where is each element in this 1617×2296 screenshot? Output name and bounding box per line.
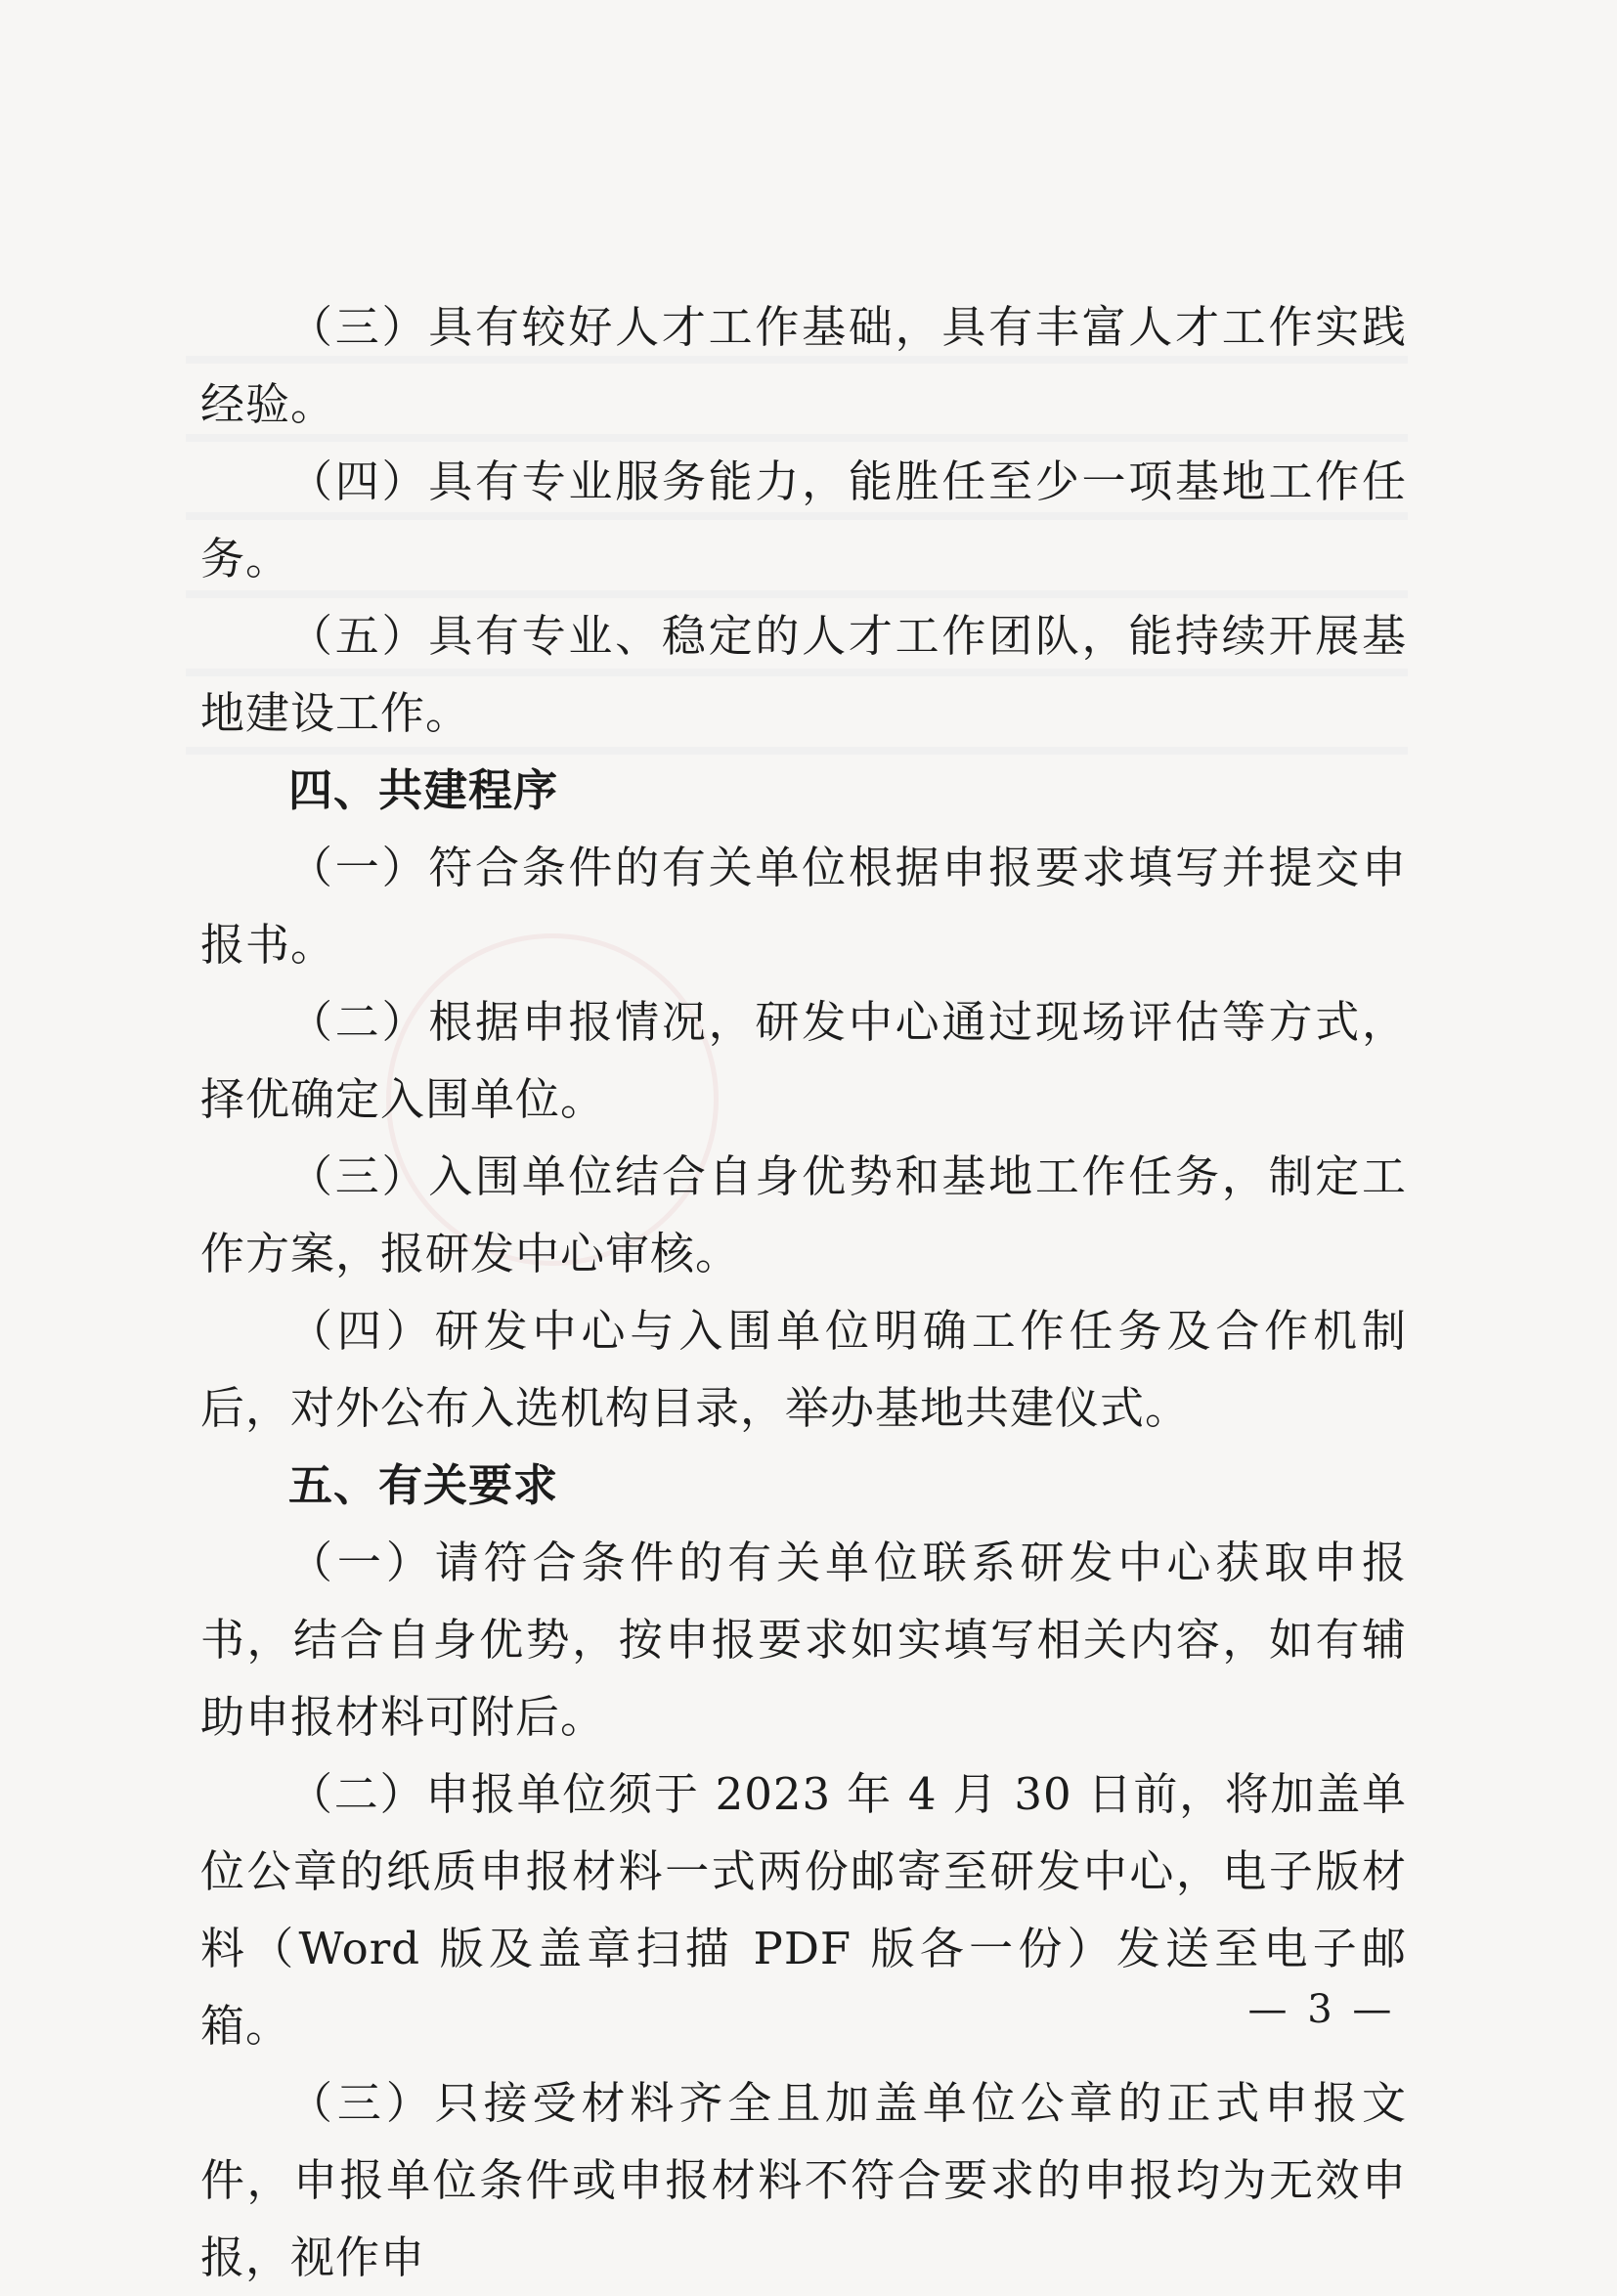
- procedure-item-2: （二）根据申报情况，研发中心通过现场评估等方式，择优确定入围单位。: [200, 996, 1407, 1125]
- paragraph-requirement-5: （五）具有专业、稳定的人才工作团队，能持续开展基地建设工作。: [200, 610, 1407, 739]
- requirements-item-3: （三）只接受材料齐全且加盖单位公章的正式申报文件，申报单位条件或申报材料不符合要求的申报均为无效申报，视作申: [200, 2077, 1407, 2283]
- paragraph-requirement-4: （四）具有专业服务能力，能胜任至少一项基地工作任务。: [200, 455, 1407, 585]
- procedure-item-3: （三）入围单位结合自身优势和基地工作任务，制定工作方案，报研发中心审核。: [200, 1150, 1407, 1279]
- requirements-item-1: （一）请符合条件的有关单位联系研发中心获取申报书，结合自身优势，按申报要求如实填写相关内容，如有辅助申报材料可附后。: [200, 1537, 1407, 1743]
- section-heading-procedure: 四、共建程序: [288, 764, 559, 816]
- requirements-item-2: （二）申报单位须于 2023 年 4 月 30 日前，将加盖单位公章的纸质申报材料一式两份邮寄至研发中心，电子版材料（Word 版及盖章扫描 PDF 版各一份）发送至电子邮箱。: [200, 1768, 1407, 2052]
- procedure-item-1: （一）符合条件的有关单位根据申报要求填写并提交申报书。: [200, 842, 1407, 971]
- section-heading-requirements: 五、有关要求: [288, 1459, 559, 1511]
- page-number: — 3 —: [1247, 1987, 1396, 2032]
- procedure-item-4: （四）研发中心与入围单位明确工作任务及合作机制后，对外公布入选机构目录，举办基地共建仪式。: [200, 1305, 1407, 1434]
- document-body: [200, 288, 1407, 2296]
- paragraph-requirement-3: （三）具有较好人才工作基础，具有丰富人才工作实践经验。: [200, 301, 1407, 430]
